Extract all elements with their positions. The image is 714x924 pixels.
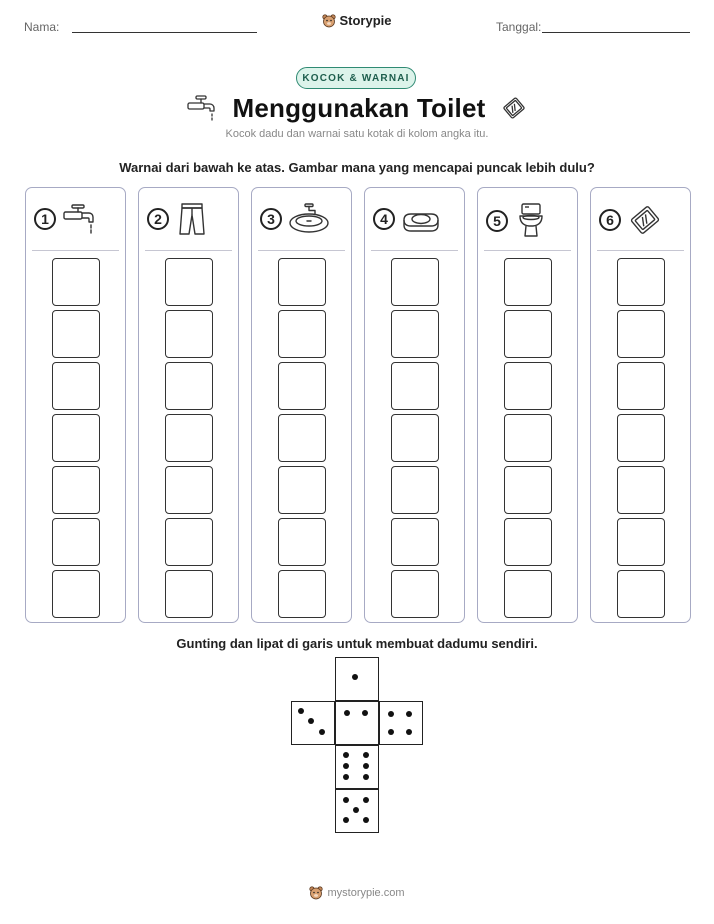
color-box[interactable] <box>617 414 665 462</box>
column-number: 5 <box>486 210 508 232</box>
column-divider <box>597 250 684 251</box>
subtitle: Kocok dadu dan warnai satu kotak di kolom angka itu. <box>225 128 489 140</box>
brand-name: Storypie <box>339 13 392 28</box>
color-box[interactable] <box>617 518 665 566</box>
pip <box>308 718 314 724</box>
die-face-4 <box>379 701 423 745</box>
mirror-icon <box>500 94 528 122</box>
column-6 <box>590 187 691 623</box>
color-box[interactable] <box>391 518 439 566</box>
coloring-columns <box>25 187 690 623</box>
mirror-icon <box>627 202 663 238</box>
color-box[interactable] <box>504 518 552 566</box>
color-box[interactable] <box>504 362 552 410</box>
toilet-icon <box>514 202 548 240</box>
pip <box>388 729 394 735</box>
color-box[interactable] <box>278 570 326 618</box>
faucet-icon <box>186 94 218 122</box>
color-box[interactable] <box>617 466 665 514</box>
pip <box>362 710 368 716</box>
coloring-instruction: Warnai dari bawah ke atas. Gambar mana yang mencapai puncak lebih dulu? <box>119 160 595 175</box>
faucet-icon <box>62 202 96 236</box>
pip <box>363 763 369 769</box>
pip <box>388 711 394 717</box>
column-header <box>147 202 209 236</box>
color-box[interactable] <box>165 310 213 358</box>
column-number: 1 <box>34 208 56 230</box>
color-box[interactable] <box>504 414 552 462</box>
color-box[interactable] <box>391 414 439 462</box>
color-box[interactable] <box>52 258 100 306</box>
color-box[interactable] <box>278 518 326 566</box>
column-divider <box>258 250 345 251</box>
color-box[interactable] <box>391 310 439 358</box>
pip <box>343 774 349 780</box>
bear-icon <box>322 14 336 28</box>
column-2 <box>138 187 239 623</box>
color-box[interactable] <box>504 466 552 514</box>
column-divider <box>145 250 232 251</box>
color-box[interactable] <box>165 362 213 410</box>
activity-badge: KOCOK & WARNAI <box>296 67 416 89</box>
pip <box>363 774 369 780</box>
sink-icon <box>288 202 330 236</box>
color-box[interactable] <box>504 258 552 306</box>
pip <box>298 708 304 714</box>
color-box[interactable] <box>391 362 439 410</box>
color-box[interactable] <box>617 362 665 410</box>
footer-url[interactable]: mystorypie.com <box>327 887 405 899</box>
pip <box>343 763 349 769</box>
pip <box>406 729 412 735</box>
pip <box>363 752 369 758</box>
pip <box>363 817 369 823</box>
bear-icon <box>309 886 323 900</box>
column-3 <box>251 187 352 623</box>
dice-instruction: Gunting dan lipat di garis untuk membuat dadumu sendiri. <box>176 636 538 651</box>
color-box[interactable] <box>278 258 326 306</box>
column-header <box>599 202 663 238</box>
color-box[interactable] <box>504 570 552 618</box>
column-number: 3 <box>260 208 282 230</box>
color-box[interactable] <box>617 258 665 306</box>
pip <box>319 729 325 735</box>
column-number: 4 <box>373 208 395 230</box>
die-face-6 <box>335 745 379 789</box>
page-title: Menggunakan Toilet <box>232 92 486 123</box>
die-face-3 <box>291 701 335 745</box>
color-box[interactable] <box>391 466 439 514</box>
color-box[interactable] <box>278 362 326 410</box>
column-header <box>260 202 330 236</box>
color-box[interactable] <box>504 310 552 358</box>
pip <box>343 752 349 758</box>
pip <box>352 674 358 680</box>
pip <box>353 807 359 813</box>
date-line[interactable] <box>542 32 690 33</box>
color-box[interactable] <box>52 362 100 410</box>
date-label: Tanggal: <box>496 20 542 34</box>
pip <box>406 711 412 717</box>
color-box[interactable] <box>165 518 213 566</box>
column-header <box>486 202 548 240</box>
column-4 <box>364 187 465 623</box>
column-number: 2 <box>147 208 169 230</box>
footer <box>0 886 714 905</box>
column-divider <box>32 250 119 251</box>
pip <box>363 797 369 803</box>
column-1 <box>25 187 126 623</box>
title-row <box>0 88 714 128</box>
column-header <box>34 202 96 236</box>
brand-logo <box>0 13 714 33</box>
name-label: Nama: <box>24 20 60 34</box>
pip <box>343 797 349 803</box>
column-divider <box>484 250 571 251</box>
column-header <box>373 202 441 236</box>
column-number: 6 <box>599 209 621 231</box>
color-box[interactable] <box>617 570 665 618</box>
color-box[interactable] <box>165 414 213 462</box>
color-box[interactable] <box>52 414 100 462</box>
color-box[interactable] <box>165 570 213 618</box>
column-divider <box>371 250 458 251</box>
pip <box>343 817 349 823</box>
pip <box>344 710 350 716</box>
color-box[interactable] <box>278 414 326 462</box>
color-box[interactable] <box>52 466 100 514</box>
color-box[interactable] <box>278 310 326 358</box>
color-box[interactable] <box>617 310 665 358</box>
color-box[interactable] <box>278 466 326 514</box>
die-face-5 <box>335 789 379 833</box>
color-box[interactable] <box>391 258 439 306</box>
soap-icon <box>401 202 441 236</box>
color-box[interactable] <box>52 570 100 618</box>
column-5 <box>477 187 578 623</box>
die-face-2 <box>335 701 379 745</box>
pants-icon <box>175 202 209 236</box>
color-box[interactable] <box>165 466 213 514</box>
die-face-1 <box>335 657 379 701</box>
color-box[interactable] <box>391 570 439 618</box>
color-box[interactable] <box>165 258 213 306</box>
color-box[interactable] <box>52 310 100 358</box>
color-box[interactable] <box>52 518 100 566</box>
